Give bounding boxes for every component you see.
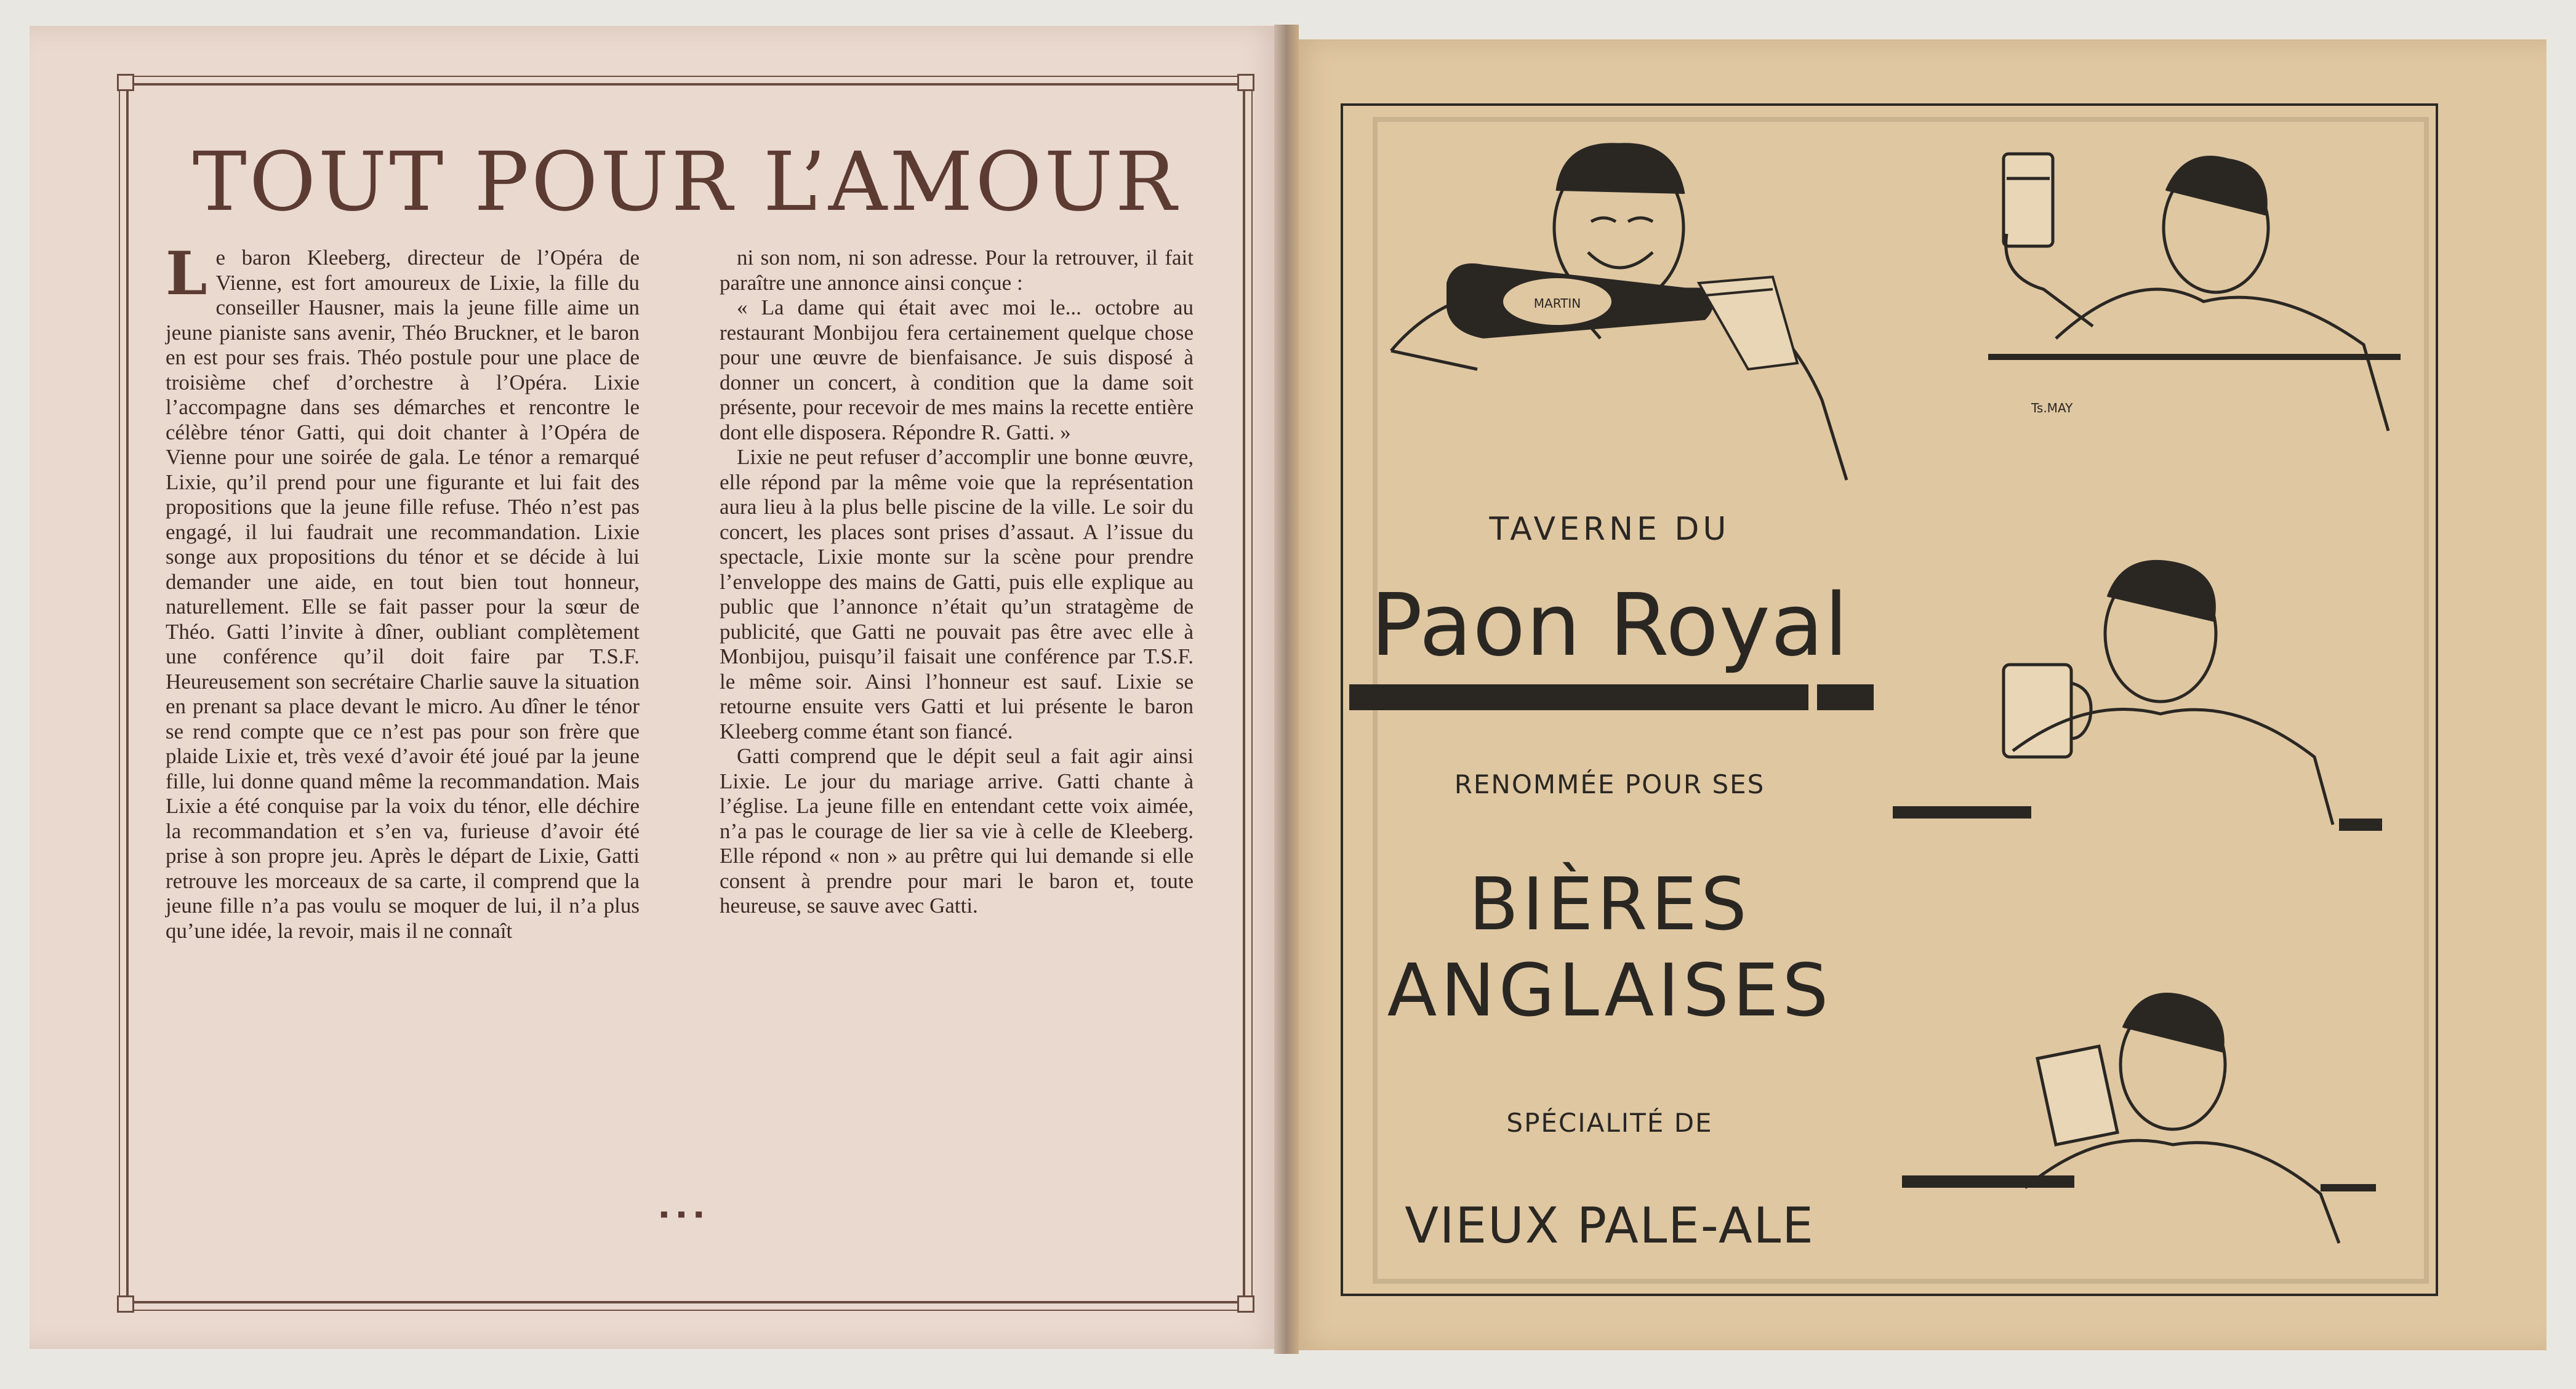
- man-raising-glass-illustration: [1982, 142, 2413, 437]
- paragraph: [720, 295, 1194, 445]
- paragraph: [166, 239, 640, 943]
- paragraph-text: Lixie ne peut refuser d’accomplir une bonne œuvre, elle répond par la même voie que la représentation aura lieu à la plus belle piscine de la ville. Le soir du concert, les places sont prises d’assaut. A l’issue du spectacle, Lixie monte sur la scène pour prendre l’enveloppe des mains de Gatti, puis elle explique au public que l’annonce n’était qu’un stratagème de publicité, que Gatti ne pouvait pas être avec elle à Monbijou, puisqu’il faisait une conférence par T.S.F. le même soir. Ainsi l’honneur est sauf. Lixie se retourne ensuite vers Gatti et lui présente le baron Kleeberg comme étant son fiancé.: [720, 445, 1194, 743]
- end-ornament: ▪▪▪: [659, 1200, 712, 1228]
- ad-underline-bar-end: [1808, 684, 1874, 710]
- article-column-1: [166, 239, 640, 943]
- paragraph: [720, 744, 1194, 919]
- paragraph-text: e baron Kleeberg, directeur de l’Opéra de Vienne, est fort amoureux de Lixie, la fille du conseiller Hausner, mais la jeune fille aime un jeune pianiste sans avenir, Théo Bruckner, et le baron en est pour ses frais. Théo postule pour une place de troisième chef d’orchestre à l’Opéra. Lixie l’accompagne dans ses démarches et rencontre le célèbre ténor Gatti, qui doit chanter à l’Opéra de Vienne pour une soirée de gala. Le ténor a remarqué Lixie, qu’il prend pour une figurante et lui fait des propositions que la jeune fille refuse. Théo n’est pas engagé, il lui faudrait une recommandation. Lixie songe aux propositions du ténor et se décide à lui demander une aide, en tout bien tout honneur, naturellement. Elle se fait passer pour la sœur de Théo. Gatti l’invite à dîner, oubliant complètement une conférence qu’il doit faire par T.S.F. Heureusement son secrétaire Charlie sauve la situation en prenant sa place devant le micro. Au dîner le ténor se rend compte que ce n’est pas pour son frère que plaide Lixie et, très vexé d’avoir été joué par la jeune fille, lui donne quand même la recommandation. Mais Lixie a été conquise par la voix du ténor, elle déchire la recommandation et s’en va, furieuse d’avoir été prise à son propre jeu. Après le départ de Lixie, Gatti retrouve les morceaux de sa carte, il comprend que la jeune fille n’a pas voulu se moquer de lui, il n’a plus qu’une idée, la revoir, mais il ne connaît: [166, 246, 640, 943]
- ad-specialite-line: SPÉCIALITÉ DE: [1506, 1108, 1713, 1138]
- paragraph-text: « La dame qui était avec moi le... octobre au restaurant Monbijou fera certainement quelque chose pour une œuvre de bienfaisance. Je suis disposé à donner un concert, à condition que la dame soit présente, pour recevoir de mes mains la recette entière dont elle disposera. Répondre R. Gatti. »: [720, 295, 1194, 444]
- paragraph-text: Gatti comprend que le dépit seul a fait agir ainsi Lixie. Le jour du mariage arrive. Gatti chante à l’église. La jeune fille en entendant cette voix aimée, n’a pas le courage de lier sa vie à celle de Kleeberg. Elle répond « non » au prêtre qui lui demande si elle consent à prendre pour mari le baron et, toute heureuse, se sauve avec Gatti.: [720, 744, 1194, 918]
- paragraph: [720, 246, 1194, 295]
- ad-anglaises-line: ANGLAISES: [1387, 948, 1832, 1033]
- frame-corner: [117, 1295, 134, 1313]
- drop-cap: L: [166, 239, 207, 308]
- bottle-label-text: MARTIN: [1533, 296, 1581, 311]
- man-drinking-mug-illustration: [1890, 554, 2401, 843]
- ad-taverne-line: TAVERNE DU: [1489, 511, 1730, 548]
- frame-corner: [117, 74, 134, 91]
- frame-corner: [1237, 74, 1254, 91]
- frame-corner: [1237, 1295, 1254, 1313]
- ad-bieres-line: BIÈRES: [1469, 862, 1751, 947]
- paragraph-text: ni son nom, ni son adresse. Pour la retrouver, il fait paraître une annonce ainsi conçue :: [720, 246, 1194, 295]
- article-column-2: [720, 246, 1194, 919]
- article-frame: [126, 83, 1245, 1303]
- ad-underline-bar: [1349, 684, 1865, 710]
- ad-renommee-line: RENOMMÉE POUR SES: [1454, 769, 1765, 799]
- book-spine: [1274, 25, 1299, 1354]
- ad-brand-name: Paon Royal: [1370, 575, 1849, 676]
- illustrator-signature: Ts.MAY: [2031, 401, 2073, 415]
- article-title: TOUT POUR L’AMOUR: [192, 135, 1179, 230]
- man-pouring-bottle-illustration: [1379, 135, 1859, 492]
- ad-vieux-pale-ale-line: VIEUX PALE-ALE: [1405, 1197, 1815, 1254]
- paragraph: [720, 445, 1194, 744]
- man-drinking-glass-illustration: [1896, 985, 2382, 1249]
